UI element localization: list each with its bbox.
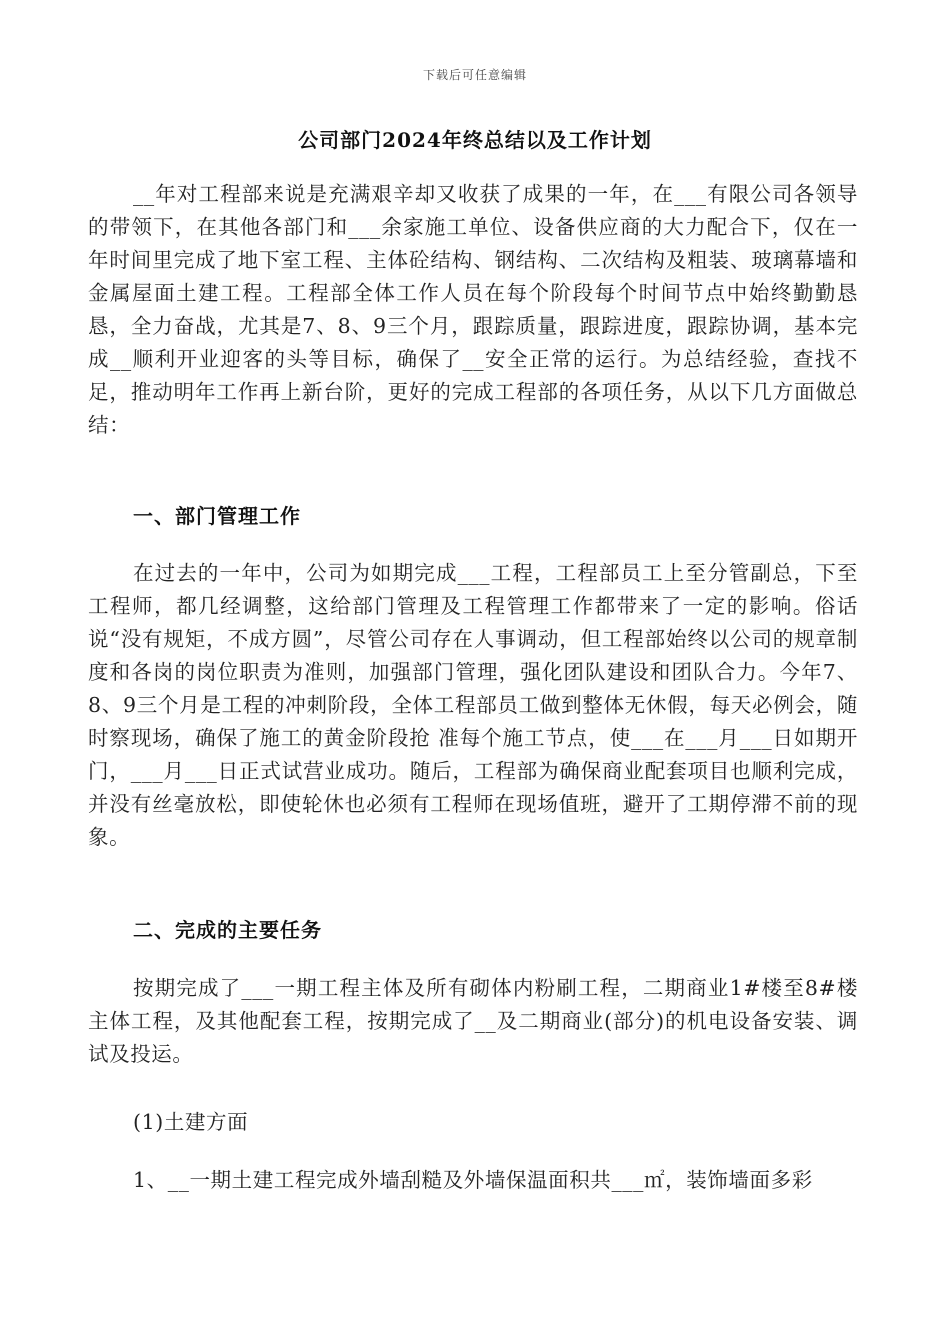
- section1-paragraph: 在过去的一年中，公司为如期完成___工程，工程部员工上至分管副总，下至工程师，都几经调整，这给部门管理及工程管理工作都带来了一定的影响。俗话说“没有规矩，不成方圆”，尽管公司存在人事调动，但工程部始终以公司的规章制度和各岗的岗位职责为准则，加强部门管理，强化团队建设和团队合力。今年7、8、9三个月是工程的冲刺阶段，全体工程部员工做到整体无休假，每天必例会，随时察现场，确保了施工的黄金阶段抢 准每个施工节点，使___在___月___日如期开门，___月___日正式试营业成功。随后，工程部为确保商业配套项目也顺利完成，并没有丝毫放松，即使轮休也必须有工程师在现场值班，避开了工期停滞不前的现象。: [88, 561, 858, 849]
- section2-heading-block: [88, 914, 858, 947]
- section1-heading: 一、部门管理工作: [133, 504, 301, 528]
- section2-paragraph: 按期完成了___一期工程主体及所有砌体内粉刷工程，二期商业1#楼至8#楼主体工程，及其他配套工程，按期完成了__及二期商业(部分)的机电设备安装、调试及投运。: [88, 976, 858, 1066]
- subsection1-block: [88, 1106, 858, 1139]
- intro-block: [88, 178, 858, 442]
- document-title: 公司部门2024年终总结以及工作计划: [298, 128, 652, 152]
- section1-heading-block: [88, 500, 858, 533]
- section1-block: [88, 557, 858, 854]
- item1-paragraph: 1、__一期土建工程完成外墙刮糙及外墙保温面积共___㎡，装饰墙面多彩: [133, 1168, 813, 1192]
- section2-heading: 二、完成的主要任务: [133, 918, 322, 942]
- section2-block: [88, 972, 858, 1071]
- header-note: 下载后可任意编辑: [422, 68, 527, 82]
- intro-paragraph: __年对工程部来说是充满艰辛却又收获了成果的一年，在___有限公司各领导的带领下，在其他各部门和___余家施工单位、设备供应商的大力配合下，仅在一年时间里完成了地下室工程、主体砼结构、钢结构、二次结构及粗装、玻璃幕墙和金属屋面土建工程。工程部全体工作人员在每个阶段每个时间节点中始终勤勤恳恳，全力奋战，尤其是7、8、9三个月，跟踪质量，跟踪进度，跟踪协调，基本完成__顺利开业迎客的头等目标，确保了__安全正常的运行。为总结经验，查找不足，推动明年工作再上新台阶，更好的完成工程部的各项任务，从以下几方面做总结：: [88, 182, 858, 437]
- item1-block: [88, 1164, 858, 1197]
- subsection1-label: (1)土建方面: [133, 1110, 249, 1134]
